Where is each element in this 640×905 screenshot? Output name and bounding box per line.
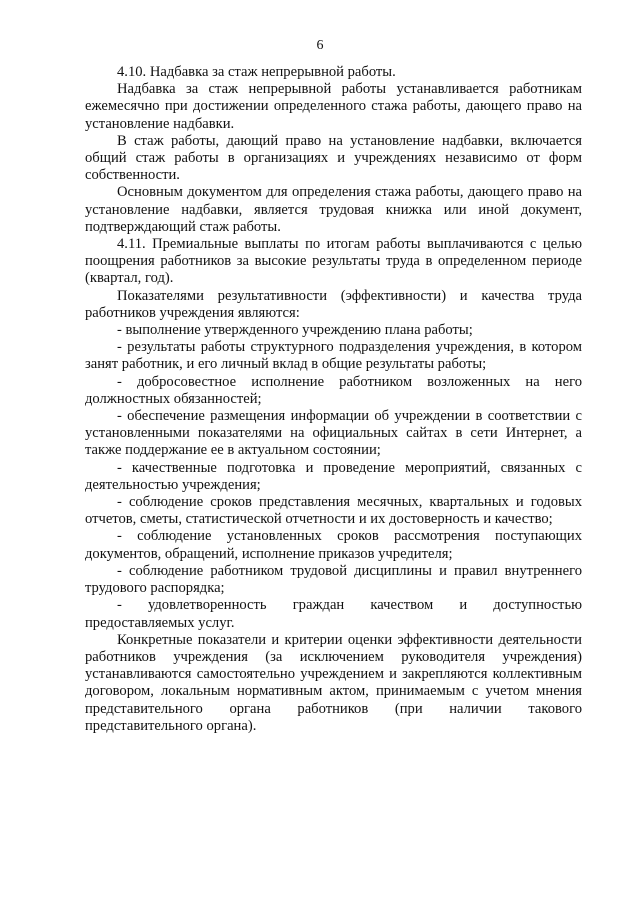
list-item: - результаты работы структурного подразделения учреждения, в котором занят работник, и его личный вклад в общие результаты работы; xyxy=(85,339,582,373)
list-item: - выполнение утвержденного учреждению плана работы; xyxy=(117,322,473,339)
page-number: 6 xyxy=(316,38,324,53)
paragraph-section-4-11-bonuses: 4.11. Премиальные выплаты по итогам работы выплачиваются с целью поощрения работников за высокие результаты труда в определенном периоде (квартал, год). xyxy=(85,236,582,287)
document-body xyxy=(85,64,582,735)
list-item: - добросовестное исполнение работником возложенных на него должностных обязанностей; xyxy=(85,373,582,407)
list-item: - удовлетворенность граждан качеством и доступностью предоставляемых услуг. xyxy=(85,597,582,631)
list-item: - соблюдение работником трудовой дисциплины и правил внутреннего трудового распорядка; xyxy=(85,562,582,597)
paragraph-specific-criteria: Конкретные показатели и критерии оценки эффективности деятельности работников учреждения (за исключением руководителя учреждения) устанавливаются самостоятельно учреждением и закрепляются коллективным договором, локальным нормативным актом, принимаемым с учетом мнения представительного органа работников (при наличии такового представительного органа). xyxy=(85,631,582,734)
paragraph-main-document: Основным документом для определения стажа работы, дающего право на установление надбавки, является трудовая книжка или иной документ, подтверждающий стаж работы. xyxy=(85,184,582,235)
list-item: - качественные подготовка и проведение мероприятий, связанных с деятельностью учреждения; xyxy=(85,459,582,493)
paragraph-performance-indicators-intro: Показателями результативности (эффективности) и качества труда работников учреждения являются: xyxy=(85,287,582,321)
paragraph-section-4-10-heading: 4.10. Надбавка за стаж непрерывной работы. xyxy=(117,64,396,80)
list-item: - соблюдение установленных сроков рассмотрения поступающих документов, обращений, исполнение приказов учредителя; xyxy=(85,528,582,562)
paragraph-service-length-inclusion: В стаж работы, дающий право на установление надбавки, включается общий стаж работы в организациях и учреждениях независимо от форм собственности. xyxy=(85,132,582,184)
list-item: - соблюдение сроков представления месячных, квартальных и годовых отчетов, сметы, статистической отчетности и их достоверность и качество; xyxy=(85,494,582,528)
paragraph-continuous-service-bonus: Надбавка за стаж непрерывной работы устанавливается работникам ежемесячно при достижении определенного стажа работы, дающего право на установление надбавки. xyxy=(85,81,582,132)
list-item: - обеспечение размещения информации об учреждении в соответствии с установленными показателями на официальных сайтах в сети Интернет, а также поддержание ее в актуальном состоянии; xyxy=(85,408,582,459)
